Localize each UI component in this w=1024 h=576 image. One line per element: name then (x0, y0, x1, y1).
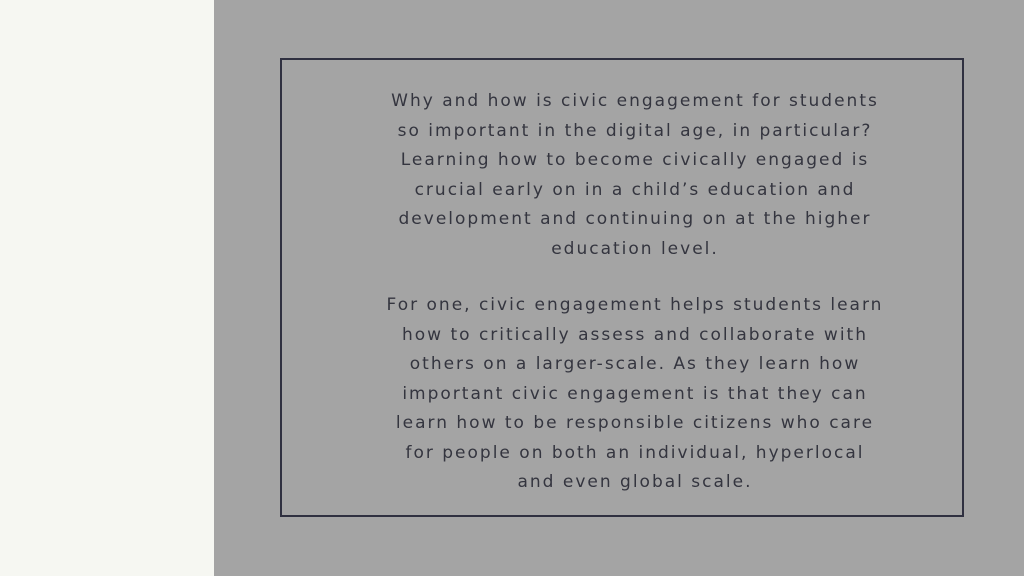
paragraph-line: Learning how to become civically engaged is (400, 150, 870, 170)
paragraph-line: Why and how is civic engagement for students (391, 91, 879, 111)
left-blank-panel (0, 0, 214, 576)
paragraph-civic-engagement-intro (300, 87, 970, 264)
paragraph-civic-engagement-benefits (300, 291, 970, 498)
paragraph-line: how to critically assess and collaborate with (402, 324, 868, 345)
paragraph-line: so important in the digital age, in particular? (397, 120, 873, 141)
paragraph-line: and even global scale. (517, 472, 753, 492)
paragraph-line: development and continuing on at the higher (398, 209, 872, 229)
paragraph-line: for people on both an individual, hyperlocal (405, 442, 865, 463)
paragraph-line: learn how to be responsible citizens who care (395, 413, 875, 433)
paragraph-line: crucial early on in a child’s education and (414, 179, 856, 200)
paragraph-line: important civic engagement is that they can (402, 383, 868, 404)
paragraph-line: For one, civic engagement helps students learn (386, 295, 884, 315)
paragraph-line: others on a larger-scale. As they learn how (409, 354, 861, 374)
paragraph-line: education level. (551, 238, 719, 259)
